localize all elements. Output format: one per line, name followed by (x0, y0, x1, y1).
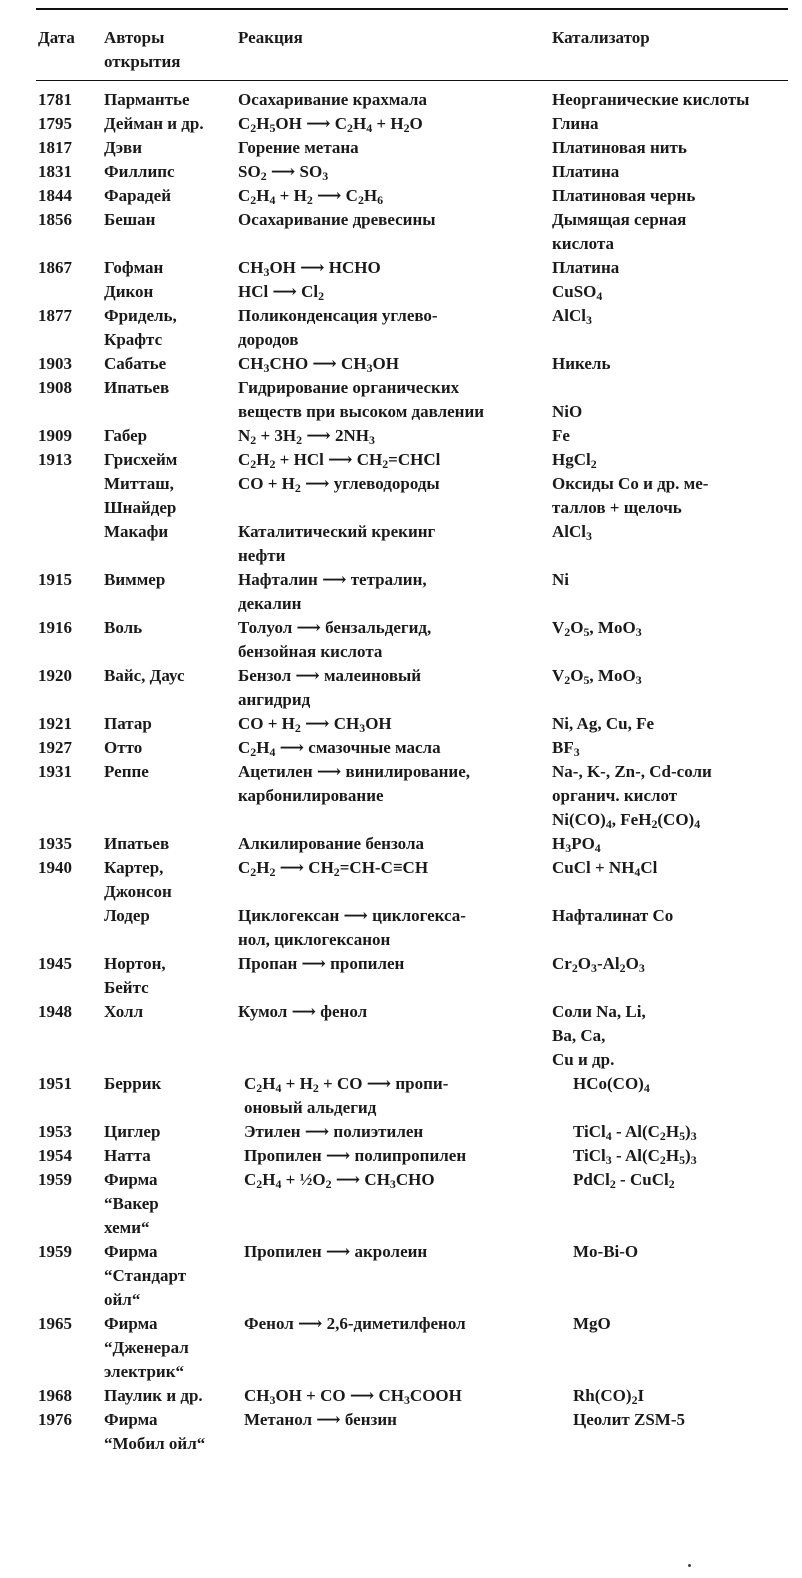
catalyst-cell (552, 472, 792, 520)
authors-cell (104, 616, 234, 640)
reaction-cell-line: Пропан ⟶ пропилен (238, 954, 405, 973)
catalyst-cell-line: Ni (552, 570, 569, 589)
catalyst-cell-line: Платина (552, 258, 620, 277)
catalyst-cell (552, 304, 792, 328)
authors-cell-line: Отто (104, 738, 143, 757)
catalyst-cell-line: $HCo(CO)_4$ (573, 1074, 650, 1095)
reaction-cell-line: оновый альдегид (244, 1098, 377, 1117)
authors-cell-line: Циглер (104, 1122, 161, 1141)
authors-cell-line: электрик“ (104, 1362, 185, 1381)
year-cell: 1940 (38, 858, 72, 877)
reaction-cell (244, 1384, 554, 1408)
authors-cell (104, 376, 234, 400)
reaction-cell (238, 856, 548, 880)
authors-cell-line: Бейтс (104, 978, 149, 997)
reaction-cell-line: $CH_3OH$ ⟶ HCHO (238, 258, 381, 279)
catalyst-cell-line: Цеолит ZSM-5 (573, 1410, 685, 1429)
catalyst-cell-line: $V_2O_5$, MoO$_3$ (552, 666, 642, 687)
authors-cell-line: Ипатьев (104, 378, 170, 397)
catalyst-cell-line: Соли Na, Li, (552, 1002, 646, 1021)
authors-cell-line: Дикон (104, 282, 154, 301)
authors-cell-line: “Стандарт (104, 1266, 187, 1285)
authors-cell-line: Натта (104, 1146, 151, 1165)
authors-cell (104, 832, 234, 856)
reaction-cell-line: Горение метана (238, 138, 359, 157)
year-cell: 1920 (38, 666, 72, 685)
reaction-cell (238, 376, 548, 424)
reaction-cell-line: $C_2H_4 + H_2$ ⟶ $C_2H_6$ (238, 186, 384, 207)
year-cell: 1867 (38, 258, 72, 277)
reaction-cell (238, 472, 548, 496)
reaction-cell-line: $N_2 + 3H_2$ ⟶ $2NH_3$ (238, 426, 375, 447)
year-cell: 1916 (38, 618, 72, 637)
catalyst-cell (552, 904, 792, 928)
authors-cell (104, 568, 234, 592)
authors-cell-line: Филлипс (104, 162, 175, 181)
catalyst-cell (552, 160, 792, 184)
reaction-cell (244, 1120, 554, 1144)
reaction-cell (238, 760, 548, 808)
year-cell: 1909 (38, 426, 72, 445)
reaction-cell (238, 208, 548, 232)
reaction-cell (238, 952, 548, 976)
reaction-cell-line: веществ при высоком давлении (238, 402, 485, 421)
authors-cell-line: Габер (104, 426, 148, 445)
reaction-cell-line: $C_2H_2$ + HCl ⟶ $CH_2=CHCl$ (238, 450, 441, 471)
reaction-cell-line: Толуол ⟶ бензальдегид, (238, 618, 432, 637)
authors-cell-line: “Мобил ойл“ (104, 1434, 206, 1453)
authors-cell (104, 184, 234, 208)
reaction-cell-line: карбонилирование (238, 786, 384, 805)
catalyst-cell (552, 760, 792, 832)
authors-cell (104, 112, 234, 136)
authors-cell (104, 280, 234, 304)
authors-cell-line: Дейман и др. (104, 114, 204, 133)
authors-cell (104, 1408, 234, 1456)
catalyst-cell-line: $V_2O_5$, MoO$_3$ (552, 618, 642, 639)
catalyst-cell (552, 424, 792, 448)
catalyst-cell-line: TiCl$_3$ - $Al(C_2H_5)_3$ (573, 1146, 697, 1167)
catalyst-cell-line: $Cr_2O_3-Al_2O_3$ (552, 954, 645, 975)
catalyst-cell (552, 184, 792, 208)
authors-cell (104, 736, 234, 760)
catalyst-cell-line: таллов + щелочь (552, 498, 682, 517)
header-authors-line: Авторы (104, 28, 165, 47)
authors-cell-line: Холл (104, 1002, 144, 1021)
year-cell: 1965 (38, 1314, 72, 1333)
reaction-cell-line: Ацетилен ⟶ винилирование, (238, 762, 471, 781)
reaction-cell-line: Алкилирование бензола (238, 834, 424, 853)
reaction-cell-line: Метанол ⟶ бензин (244, 1410, 397, 1429)
authors-cell-line: Паулик и др. (104, 1386, 203, 1405)
authors-cell-line: ойл“ (104, 1290, 141, 1309)
catalyst-cell (573, 1120, 802, 1144)
authors-cell (104, 208, 234, 232)
reaction-cell (238, 88, 548, 112)
catalyst-cell (552, 856, 792, 880)
authors-cell-line: Сабатье (104, 354, 167, 373)
catalyst-cell-line: AlCl$_3$ (552, 522, 592, 543)
header-year: Дата (38, 28, 75, 47)
catalyst-cell-line (552, 376, 792, 400)
reaction-cell (244, 1408, 554, 1432)
reaction-cell (238, 280, 548, 304)
catalyst-cell-line: органич. кислот (552, 786, 678, 805)
year-cell: 1781 (38, 90, 72, 109)
year-cell: 1844 (38, 186, 72, 205)
catalyst-cell-line: TiCl$_4$ - $Al(C_2H_5)_3$ (573, 1122, 697, 1143)
year-cell: 1968 (38, 1386, 72, 1405)
reaction-cell-line: дородов (238, 330, 299, 349)
authors-cell (104, 448, 234, 472)
catalyst-cell (552, 280, 792, 304)
reaction-cell (244, 1144, 554, 1168)
authors-cell-line: “Вакер (104, 1194, 159, 1213)
print-speck (688, 1564, 691, 1567)
catalyst-cell-line: CuSO$_4$ (552, 282, 603, 303)
authors-cell (104, 1120, 234, 1144)
year-cell: 1795 (38, 114, 72, 133)
catalyst-cell (552, 616, 792, 640)
authors-cell (104, 1168, 234, 1240)
authors-cell (104, 256, 234, 280)
catalyst-cell-line: MgO (573, 1314, 611, 1333)
reaction-cell (238, 424, 548, 448)
catalyst-cell (552, 736, 792, 760)
header-authors (104, 26, 181, 74)
authors-cell (104, 664, 234, 688)
year-cell: 1903 (38, 354, 72, 373)
authors-cell-line: Ипатьев (104, 834, 170, 853)
reaction-cell (238, 904, 548, 952)
reaction-cell-line: Пропилен ⟶ акролеин (244, 1242, 428, 1261)
catalyst-cell (552, 952, 792, 976)
authors-cell (104, 472, 234, 520)
catalyst-cell (573, 1312, 802, 1336)
catalyst-cell (552, 568, 792, 592)
year-cell: 1931 (38, 762, 72, 781)
authors-cell (104, 160, 234, 184)
header-reaction: Реакция (238, 28, 303, 47)
reaction-cell (238, 1000, 548, 1024)
catalyst-cell-line: Оксиды Co и др. ме- (552, 474, 709, 493)
catalyst-cell (552, 520, 792, 544)
reaction-cell (238, 736, 548, 760)
authors-cell-line: Картер, (104, 858, 164, 877)
catalyst-cell-line: PdCl$_2$ - CuCl$_2$ (573, 1170, 675, 1191)
catalyst-cell (552, 664, 792, 688)
authors-cell-line: хеми“ (104, 1218, 150, 1237)
authors-cell-line: Джонсон (104, 882, 172, 901)
authors-cell-line: Крафтс (104, 330, 163, 349)
authors-cell-line: Дэви (104, 138, 143, 157)
authors-cell (104, 424, 234, 448)
catalyst-cell-line: Fe (552, 426, 570, 445)
year-cell: 1945 (38, 954, 72, 973)
authors-cell-line: Вайс, Даус (104, 666, 185, 685)
authors-cell-line: Пармантье (104, 90, 190, 109)
catalyst-cell (552, 1000, 792, 1072)
reaction-cell-line: нефти (238, 546, 286, 565)
reaction-cell-line: ангидрид (238, 690, 311, 709)
catalyst-cell (552, 112, 792, 136)
year-cell: 1976 (38, 1410, 72, 1429)
year-cell: 1856 (38, 210, 72, 229)
reaction-cell (244, 1072, 554, 1120)
catalyst-cell (573, 1144, 802, 1168)
reaction-cell-line: Поликонденсация углево- (238, 306, 438, 325)
authors-cell (104, 1384, 234, 1408)
year-cell: 1959 (38, 1170, 72, 1189)
catalyst-cell-line: HgCl$_2$ (552, 450, 597, 471)
authors-cell-line: Нортон, (104, 954, 166, 973)
reaction-cell (238, 160, 548, 184)
authors-cell-line: Фридель, (104, 306, 177, 325)
header-authors-line: открытия (104, 52, 181, 71)
authors-cell-line: Гофман (104, 258, 164, 277)
catalyst-cell (552, 352, 792, 376)
catalyst-cell (552, 88, 792, 112)
authors-cell (104, 1312, 234, 1384)
authors-cell-line: Митташ, (104, 474, 174, 493)
authors-cell (104, 304, 234, 352)
authors-cell-line: Воль (104, 618, 143, 637)
reaction-cell-line: HCl ⟶ $Cl_2$ (238, 282, 325, 303)
catalyst-cell-line: Платиновая нить (552, 138, 687, 157)
catalyst-cell (552, 448, 792, 472)
year-cell: 1877 (38, 306, 72, 325)
authors-cell (104, 760, 234, 784)
catalyst-cell-line: кислота (552, 234, 615, 253)
authors-cell-line: Беррик (104, 1074, 162, 1093)
table-top-rule (36, 8, 788, 10)
authors-cell (104, 904, 234, 928)
year-cell: 1908 (38, 378, 72, 397)
reaction-cell (238, 304, 548, 352)
reaction-cell (238, 352, 548, 376)
catalyst-cell-line: $Rh(CO)_2I$ (573, 1386, 645, 1407)
catalyst-cell-line: Неорганические кислоты (552, 90, 750, 109)
authors-cell-line: Патар (104, 714, 152, 733)
year-cell: 1948 (38, 1002, 72, 1021)
reaction-cell (238, 136, 548, 160)
authors-cell (104, 520, 234, 544)
reaction-cell (238, 520, 548, 568)
authors-cell (104, 1000, 234, 1024)
reaction-cell-line: Каталитический крекинг (238, 522, 436, 541)
year-cell: 1959 (38, 1242, 72, 1261)
catalyst-cell (573, 1408, 802, 1432)
catalyst-cell-line: Нафталинат Co (552, 906, 674, 925)
reaction-cell (238, 448, 548, 472)
catalyst-cell-line: Na-, K-, Zn-, Cd-соли (552, 762, 712, 781)
reaction-cell (238, 112, 548, 136)
reaction-cell-line: $SO_2$ ⟶ $SO_3$ (238, 162, 329, 183)
catalyst-cell (552, 376, 792, 424)
reaction-cell-line: бензойная кислота (238, 642, 383, 661)
authors-cell-line: Фирма (104, 1410, 158, 1429)
authors-cell (104, 136, 234, 160)
reaction-cell-line: $C_2H_4$ + $\frac{1}{2}O_2$ ⟶ $CH_3CHO$ (244, 1170, 435, 1191)
reaction-cell (238, 256, 548, 280)
year-cell: 1913 (38, 450, 72, 469)
reaction-cell-line: $C_2H_4$ ⟶ смазочные масла (238, 738, 441, 759)
authors-cell-line: Фирма (104, 1314, 158, 1333)
catalyst-cell-line: Никель (552, 354, 611, 373)
reaction-cell-line: Фенол ⟶ 2,6-диметилфенол (244, 1314, 466, 1333)
catalyst-cell-line: AlCl$_3$ (552, 306, 592, 327)
reaction-cell-line: Кумол ⟶ фенол (238, 1002, 368, 1021)
reaction-cell (244, 1168, 554, 1192)
reaction-cell-line: Нафталин ⟶ тетралин, (238, 570, 427, 589)
authors-cell-line: Виммер (104, 570, 166, 589)
catalyst-cell-line: Ni, Ag, Cu, Fe (552, 714, 654, 733)
reaction-cell-line: $C_2H_4 + H_2$ + CO ⟶ пропи- (244, 1074, 449, 1095)
year-cell: 1953 (38, 1122, 72, 1141)
catalyst-cell-line: $BF_3$ (552, 738, 580, 759)
reaction-cell-line: Циклогексан ⟶ циклогекса- (238, 906, 466, 925)
reaction-cell-line: Гидрирование органических (238, 378, 460, 397)
year-cell: 1927 (38, 738, 72, 757)
catalyst-cell (573, 1168, 802, 1192)
reaction-cell-line: Этилен ⟶ полиэтилен (244, 1122, 424, 1141)
reaction-cell-line: $CH_3OH$ + CO ⟶ $CH_3COOH$ (244, 1386, 462, 1407)
catalyst-cell-line: Дымящая серная (552, 210, 687, 229)
catalyst-cell-line: $H_3PO_4$ (552, 834, 601, 855)
authors-cell (104, 712, 234, 736)
year-cell: 1954 (38, 1146, 72, 1165)
reaction-cell (238, 664, 548, 712)
reaction-cell-line: декалин (238, 594, 302, 613)
authors-cell (104, 856, 234, 904)
catalyst-cell-line: $Ni(CO)_4$, $FeH_2(CO)_4$ (552, 810, 701, 831)
reaction-cell (238, 616, 548, 664)
catalyst-cell-line: Mo-Bi-O (573, 1242, 639, 1261)
catalyst-cell (552, 208, 792, 256)
reaction-cell-line: $C_2H_5OH$ ⟶ $C_2H_4 + H_2O$ (238, 114, 423, 135)
header-catalyst: Катализатор (552, 28, 650, 47)
reaction-cell (238, 712, 548, 736)
year-cell: 1921 (38, 714, 72, 733)
year-cell: 1817 (38, 138, 72, 157)
reaction-cell (238, 184, 548, 208)
catalyst-cell (552, 712, 792, 736)
authors-cell-line: Реппе (104, 762, 149, 781)
reaction-cell-line: Осахаривание крахмала (238, 90, 427, 109)
authors-cell-line: Фирма (104, 1242, 158, 1261)
year-cell: 1951 (38, 1074, 72, 1093)
reaction-cell (238, 832, 548, 856)
authors-cell (104, 1072, 234, 1096)
catalyst-cell-line: NiO (552, 402, 583, 421)
header-bottom-rule (36, 80, 788, 81)
authors-cell-line: Макафи (104, 522, 169, 541)
authors-cell (104, 1144, 234, 1168)
reaction-cell-line: Осахаривание древесины (238, 210, 436, 229)
authors-cell-line: Шнайдер (104, 498, 177, 517)
reaction-cell-line: CO + $H_2$ ⟶ углеводороды (238, 474, 440, 495)
authors-cell (104, 88, 234, 112)
catalyst-cell (552, 256, 792, 280)
authors-cell-line: “Дженерал (104, 1338, 189, 1357)
authors-cell-line: Фарадей (104, 186, 171, 205)
catalyst-cell-line: Платиновая чернь (552, 186, 696, 205)
reaction-cell-line: $CH_3CHO$ ⟶ $CH_3OH$ (238, 354, 399, 375)
authors-cell-line: Бешан (104, 210, 156, 229)
catalyst-cell (552, 136, 792, 160)
authors-cell (104, 352, 234, 376)
year-cell: 1915 (38, 570, 72, 589)
reaction-cell-line: нол, циклогексанон (238, 930, 391, 949)
catalyst-cell (573, 1072, 802, 1096)
catalyst-cell-line: Ba, Ca, (552, 1026, 606, 1045)
year-cell: 1831 (38, 162, 72, 181)
catalyst-cell-line: Платина (552, 162, 620, 181)
authors-cell (104, 1240, 234, 1312)
authors-cell-line: Грисхейм (104, 450, 178, 469)
catalyst-cell-line: Глина (552, 114, 599, 133)
reaction-cell (244, 1312, 554, 1336)
catalyst-cell-line: CuCl + $NH_4Cl$ (552, 858, 658, 879)
reaction-cell (238, 568, 548, 616)
year-cell: 1935 (38, 834, 72, 853)
authors-cell (104, 952, 234, 1000)
reaction-cell-line: $C_2H_2$ ⟶ $CH_2=CH-C\equiv CH$ (238, 858, 429, 879)
reaction-cell-line: CO + $H_2$ ⟶ $CH_3OH$ (238, 714, 392, 735)
catalyst-cell (573, 1384, 802, 1408)
reaction-cell-line: Пропилен ⟶ полипропилен (244, 1146, 467, 1165)
authors-cell-line: Фирма (104, 1170, 158, 1189)
catalyst-cell (552, 832, 792, 856)
reaction-cell (244, 1240, 554, 1264)
reaction-cell-line: Бензол ⟶ малеиновый (238, 666, 422, 685)
catalyst-cell (573, 1240, 802, 1264)
catalyst-cell-line: Cu и др. (552, 1050, 615, 1069)
authors-cell-line: Лодер (104, 906, 150, 925)
